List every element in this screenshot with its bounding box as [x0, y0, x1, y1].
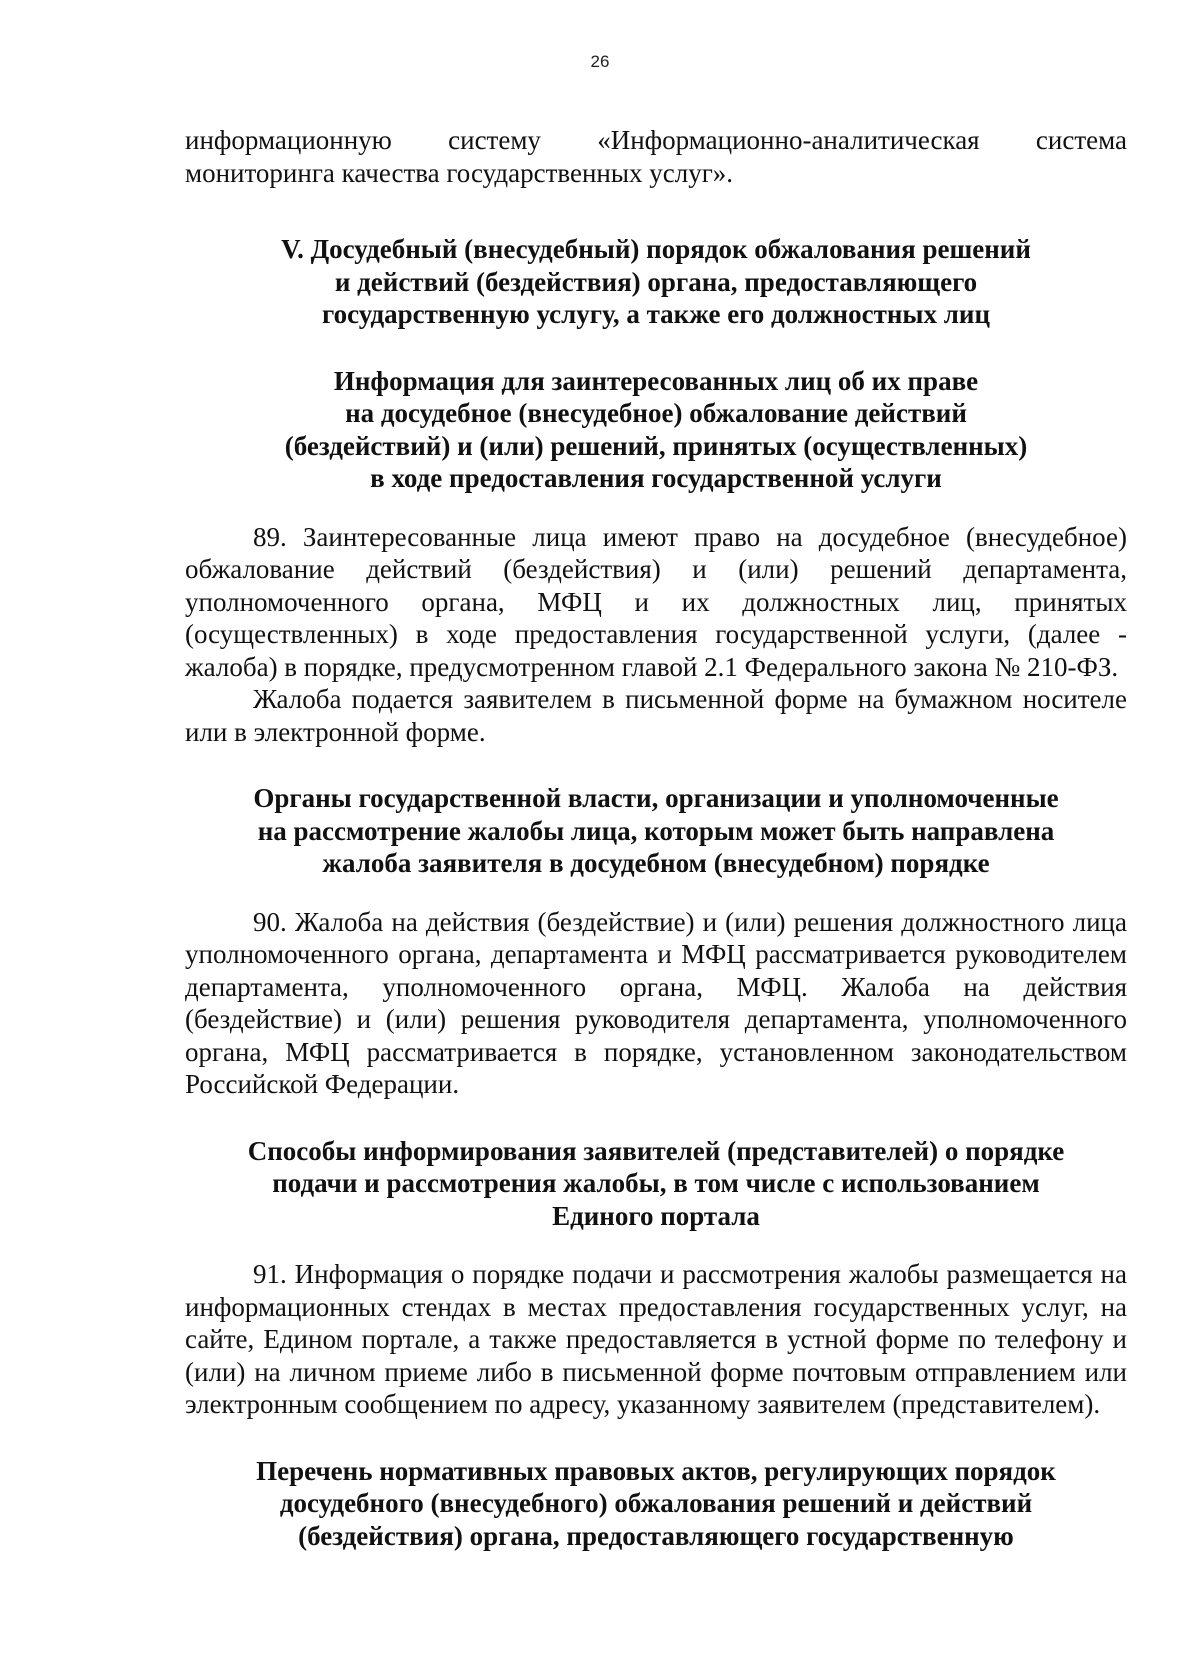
subheading-line: (бездействия) органа, предоставляющего государственную [298, 1520, 1014, 1551]
paragraph-91: 91. Информация о порядке подачи и рассмотрения жалобы размещается на информационных стендах в местах предоставления государственных услуг, на сайте, Едином портале, а также предоставляется в устной форме по телефону и (или) на личном приеме либо в письменной форме почтовым отправлением или электронным сообщением по адресу, указанному заявителем (представителем). [185, 1259, 1127, 1419]
subheading-line: Органы государственной власти, организации и уполномоченные [253, 783, 1059, 813]
subheading-line: на досудебное (внесудебное) обжалование действий [345, 398, 967, 428]
section-heading-line: и действий (бездействия) органа, предоставляющего [334, 266, 978, 297]
subheading-line: досудебного (внесудебного) обжалования решений и действий [279, 1488, 1033, 1518]
section-heading [185, 233, 1127, 331]
subheading-complaint-rights [185, 365, 1127, 495]
subheading-line: Способы информирования заявителей (представителей) о порядке [247, 1135, 1065, 1166]
subheading-authorities [185, 782, 1127, 880]
intro-paragraph: информационную систему «Информационно-аналитическая система мониторинга качества государственных услуг». [185, 125, 1127, 188]
subheading-line: Единого портала [552, 1200, 760, 1231]
subheading-line: (бездействий) и (или) решений, принятых (осуществленных) [284, 430, 1028, 461]
subheading-legal-acts [185, 1455, 1127, 1553]
document-body [185, 124, 1127, 1552]
subheading-line: жалоба заявителя в досудебном (внесудебном) порядке [322, 848, 990, 878]
paragraph-89-continuation: Жалоба подается заявителем в письменной форме на бумажном носителе или в электронной форме. [185, 684, 1127, 747]
subheading-line: на рассмотрение жалобы лица, которым может быть направлена [257, 815, 1055, 846]
paragraph-90: 90. Жалоба на действия (бездействие) и (или) решения должностного лица уполномоченного органа, департамента и МФЦ рассматривается руководителем департамента, уполномоченного органа, МФЦ. Жалоба на действия (бездействие) и (или) решения руководителя департамента, уполномоченного органа, МФЦ рассматривается в порядке, установленном законодательством Российской Федерации. [185, 906, 1127, 1099]
subheading-line: Информация для заинтересованных лиц об их праве [333, 365, 979, 396]
page-number: 26 [590, 52, 610, 71]
section-heading-line: государственную услугу, а также его должностных лиц [321, 299, 990, 329]
paragraph-89: 89. Заинтересованные лица имеют право на досудебное (внесудебное) обжалование действий (бездействия) и (или) решений департамента, уполномоченного органа, МФЦ и их должностных лиц, принятых (осуществленных) в ходе предоставления государственной услуги, (далее - жалоба) в порядке, предусмотренном главой 2.1 Федерального закона № 210-ФЗ. [185, 521, 1127, 682]
subheading-line: в ходе предоставления государственной услуги [370, 463, 942, 493]
subheading-line: Перечень нормативных правовых актов, регулирующих порядок [256, 1455, 1056, 1486]
subheading-informing-methods [185, 1135, 1127, 1233]
subheading-line: подачи и рассмотрения жалобы, в том числе с использованием [272, 1168, 1040, 1198]
section-heading-line: V. Досудебный (внесудебный) порядок обжалования решений [281, 234, 1031, 264]
